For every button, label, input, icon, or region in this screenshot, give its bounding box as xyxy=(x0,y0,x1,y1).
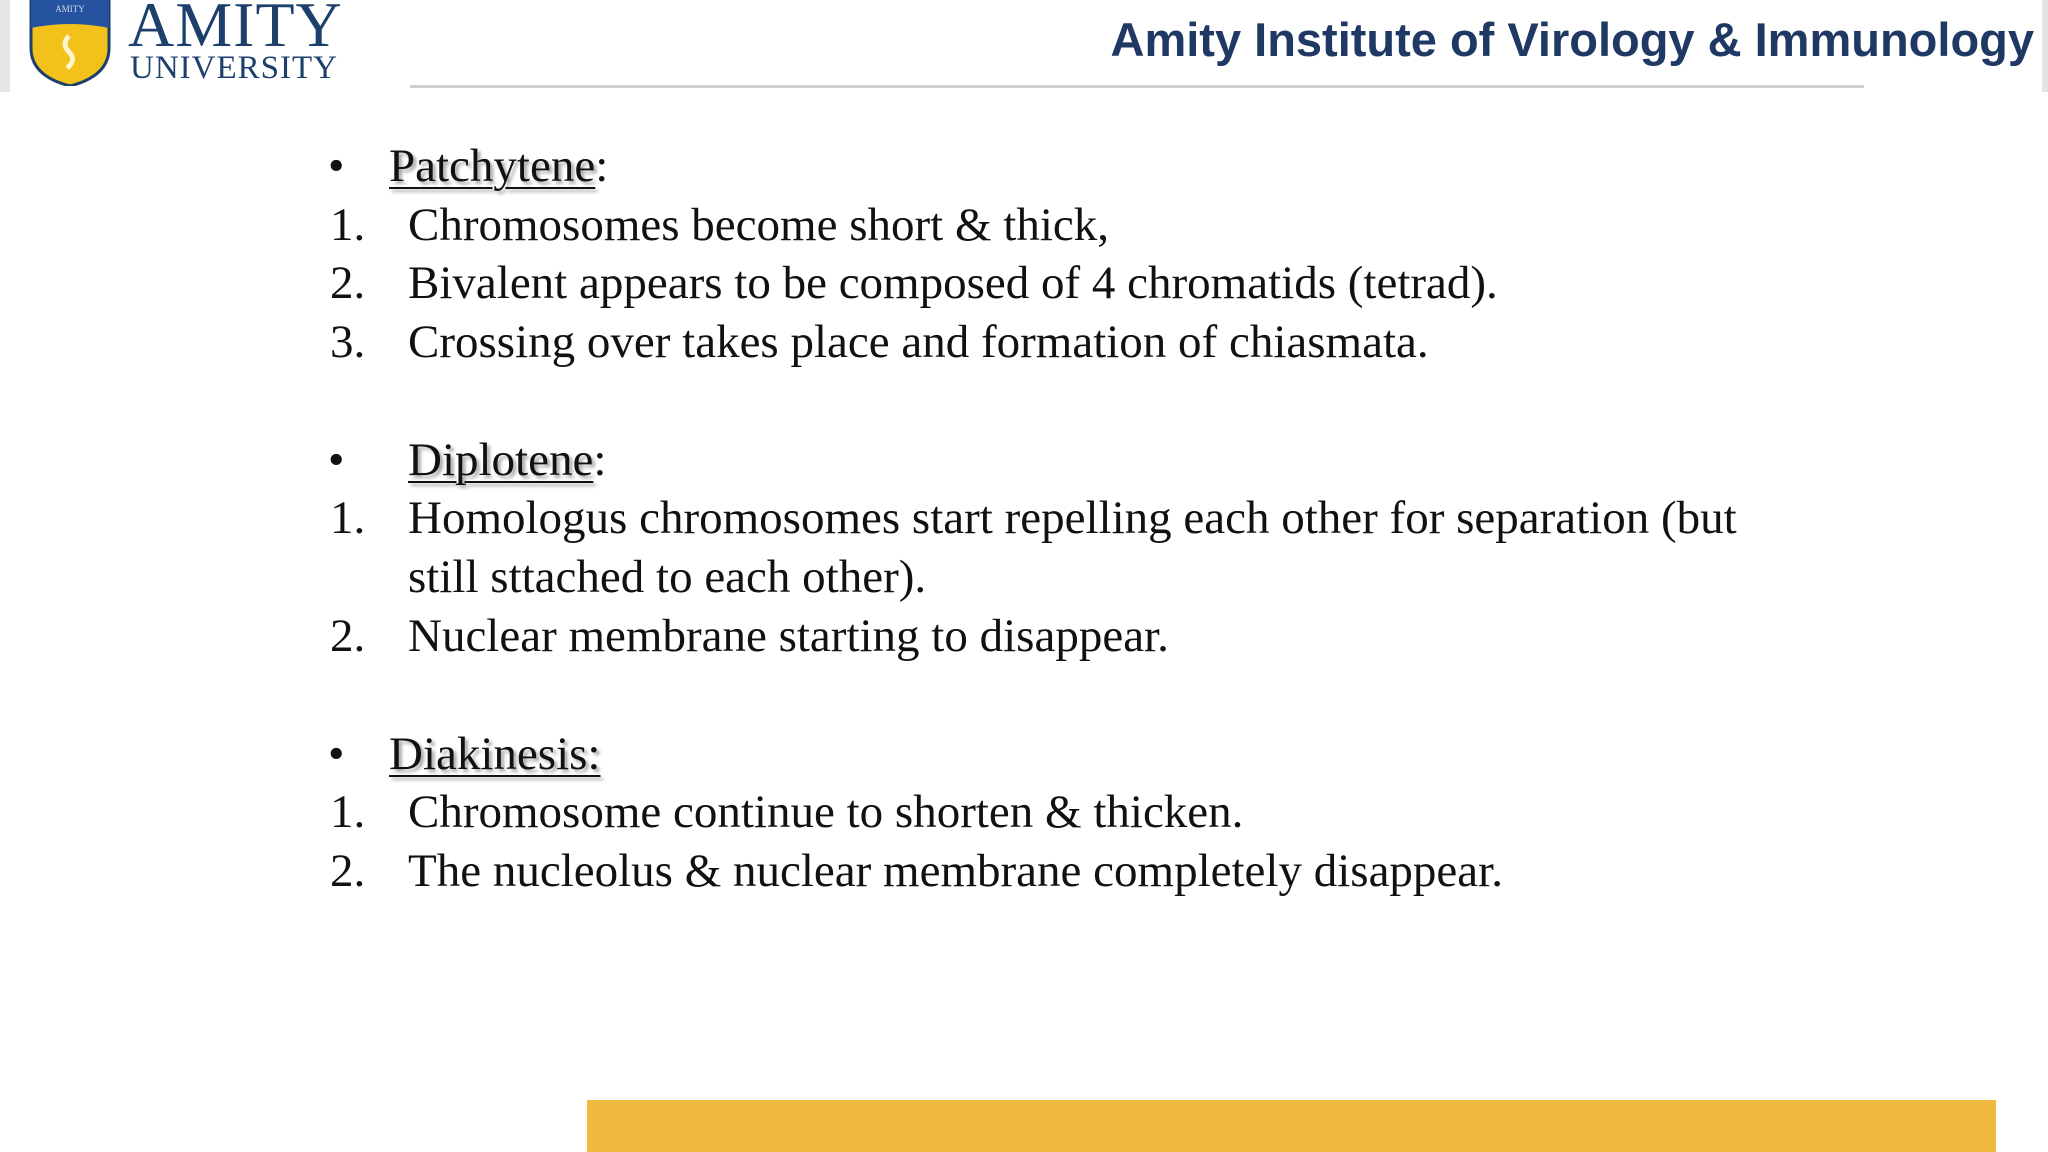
header-divider xyxy=(410,85,1864,88)
list-item: Bivalent appears to be composed of 4 chromatids (tetrad). xyxy=(408,257,1498,309)
list-item: Crossing over takes place and formation of chiasmata. xyxy=(408,316,1429,368)
item-number: 2. xyxy=(330,257,366,309)
item-number: 2. xyxy=(330,845,366,897)
bullet: • xyxy=(328,434,345,486)
item-number: 1. xyxy=(330,492,366,544)
list-item-continuation: still sttached to each other). xyxy=(408,551,927,603)
item-number: 1. xyxy=(330,786,366,838)
right-edge-strip xyxy=(2042,0,2048,92)
list-item: Chromosomes become short & thick, xyxy=(408,199,1109,251)
bullet: • xyxy=(328,728,345,780)
bullet: • xyxy=(328,140,345,192)
item-number: 1. xyxy=(330,199,366,251)
section-heading-diakinesis xyxy=(389,725,600,783)
list-item: Homologus chromosomes start repelling each other for separation (but xyxy=(408,492,1737,544)
list-item: The nucleolus & nuclear membrane completely disappear. xyxy=(408,845,1503,897)
list-item: Chromosome continue to shorten & thicken. xyxy=(408,786,1244,838)
footer-accent-bar xyxy=(587,1100,1996,1152)
item-number: 3. xyxy=(330,316,366,368)
institute-title: Amity Institute of Virology & Immunology xyxy=(1110,13,2034,66)
item-number: 2. xyxy=(330,610,366,662)
heading-text: Diplotene xyxy=(408,434,594,486)
logo-amity-text: AMITY xyxy=(128,0,343,60)
heading-colon: : xyxy=(595,140,609,192)
section-heading-diplotene xyxy=(408,431,606,489)
amity-shield-logo-icon xyxy=(27,0,113,86)
logo-university-text: UNIVERSITY xyxy=(130,50,338,86)
section-heading-patchytene xyxy=(389,137,608,195)
heading-text: Diakinesis: xyxy=(389,728,601,780)
heading-colon: : xyxy=(593,434,607,486)
svg-text:AMITY: AMITY xyxy=(55,4,85,14)
list-item: Nuclear membrane starting to disappear. xyxy=(408,610,1169,662)
heading-text: Patchytene xyxy=(389,140,596,192)
left-edge-strip xyxy=(0,0,10,92)
slide-header xyxy=(0,0,2048,92)
